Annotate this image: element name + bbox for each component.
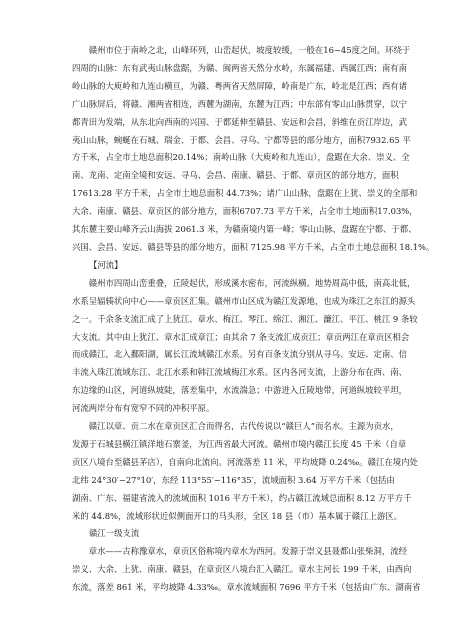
text-line: 而成赣江，北入鄱阳湖，属长江流域赣江水系。另有百条支流分别从寻乌、安远、定南、信 (72, 349, 407, 360)
paragraph-zhangshui (72, 543, 421, 597)
text-line: 四周的山脉：东有武夷山脉盘踞，为赣、闽两省天然分水岭，东属福建、西属江西；南有南 (72, 62, 407, 73)
text-line: 大支流。其中由上犹江、章水汇成章江；由其余 7 条支流汇成贡江；章贡两江在章贡区相会 (72, 331, 410, 342)
text-line: 发源于石城县横江镇洋地石寨釜，为江西省最大河流。赣州市境内赣江长度 45 千米（自章 (72, 438, 407, 449)
paragraph-ganjiang (72, 418, 418, 525)
text-line: 岭山脉的大庾岭和九连山横亘，为赣、粤两省天然屏障，岭南是广东，岭北是江西；西有诸 (72, 80, 407, 91)
text-line: 之一。千余条支流汇成了上犹江、章水、梅江、琴江、绵江、湘江、濂江、平江、桃江 9 条较 (72, 313, 418, 324)
section-heading-rivers: 【河流】 (89, 259, 123, 270)
text-line: 崇义、大余、上犹、南康、赣县，在章贡区八境台汇入赣江。章水主河长 199 千米，由西向 (72, 564, 412, 575)
text-line: 章水——古称豫章水，章贡区俗称境内章水为西河。发源于崇义县聂都山张柴洞，流经 (72, 546, 407, 557)
text-line: 南、龙南、定南全境和安远、寻乌、会昌、南康、赣县、于都、章贡区的部分地方，面积 (72, 170, 399, 181)
text-line: 其东麓主要山峰齐云山海拔 2061.3 米，为赣南境内第一峰；零山山脉，盘踞在宁都、于都、 (72, 224, 417, 235)
text-line: 17613.28 平方千米，占全市土地总面积 44.73%；诸广山山脉，盘踞在上犹、崇义的全部和 (72, 188, 418, 199)
text-line: 湖南、广东、福建省流入的流域面积 1016 平方千米），约占赣江流域总面积 8.12 万平方千 (72, 492, 412, 503)
paragraph-terrain (72, 42, 435, 257)
text-line: 河流两岸分布有宽窄不同的冲积平原。 (72, 403, 215, 414)
text-line: 贡区八境台至赣县茅店），自南向北流向。河流落差 11 米，平均坡降 0.24‰。赣江在境内处 (72, 456, 418, 467)
text-line: 赣州市四周山峦重叠，丘陵起伏，形成溪水密布，河流纵横。地势周高中低，南高北低， (72, 277, 416, 288)
text-line: 广山脉屏后，将赣、湘两省相连，西麓为湖南，东麓为江西；中东部有零山山脉贯穿，以宁 (72, 98, 407, 109)
text-line: 方千米，占全市土地总面积20.14%；南岭山脉（大庾岭和九连山），盘踞在大余、崇义、全 (72, 152, 410, 163)
text-line: 夷山山脉，蜿蜒在石城、瑞金、于都、会昌、寻乌、宁都等县的部分地方，面积7932.65 平 (72, 134, 411, 145)
text-line: 东边缘的山区，河道纵坡陡，落差集中，水流湍急；中游进入丘陵地带，河道纵坡较平坦， (72, 385, 407, 396)
section-heading-tributaries: 赣江一级支流 (89, 528, 140, 539)
text-line: 赣州市位于南岭之北，山峰环列，山峦起伏，坡度较缓，一般在16~45度之间。环绕于 (72, 45, 411, 55)
text-line: 东流，落差 861 米，平均坡降 4.33‰。章水流域面积 7696 平方千米（包括由广东、湖南省 (72, 582, 421, 593)
text-line: 兴国、会昌、安远、赣县等县的部分地方，面积 7125.98 平方千米，占全市土地总面积 18.1%。 (72, 241, 435, 252)
text-line: 丰流入珠江流域东江、北江水系和韩江流域梅江水系。区内各河支流，上游分布在西、南、 (72, 367, 407, 378)
text-line: 都青田为发端，从东北向西南的兴国、于都延伸至赣县、安远和会昌，斜维在贡江岸边，武 (72, 116, 407, 127)
text-line: 水系呈辐辏状向中心——章贡区汇集。赣州市山区成为赣江发源地，也成为珠江之东江的源头 (72, 295, 416, 306)
text-line: 大余、南康、赣县、章贡区的部分地方，面积6707.73 平方千米，占全市土地面积17.03%， (72, 206, 418, 217)
paragraph-rivers (72, 275, 418, 418)
text-line: 米的 44.8%，流域形状近似侧面开口的马头形，全区 18 县（市）基本属于赣江上游区。 (72, 510, 402, 521)
text-line: 赣江以章、贡二水在章贡区汇合而得名，古代传说以“赣巨人”而名水。主源为贡水， (72, 421, 399, 432)
text-line: 北纬 24°30′~27°10′，东经 113°55′~116°35′，流域面积 3.64 万平方千米（包括由 (72, 474, 395, 485)
